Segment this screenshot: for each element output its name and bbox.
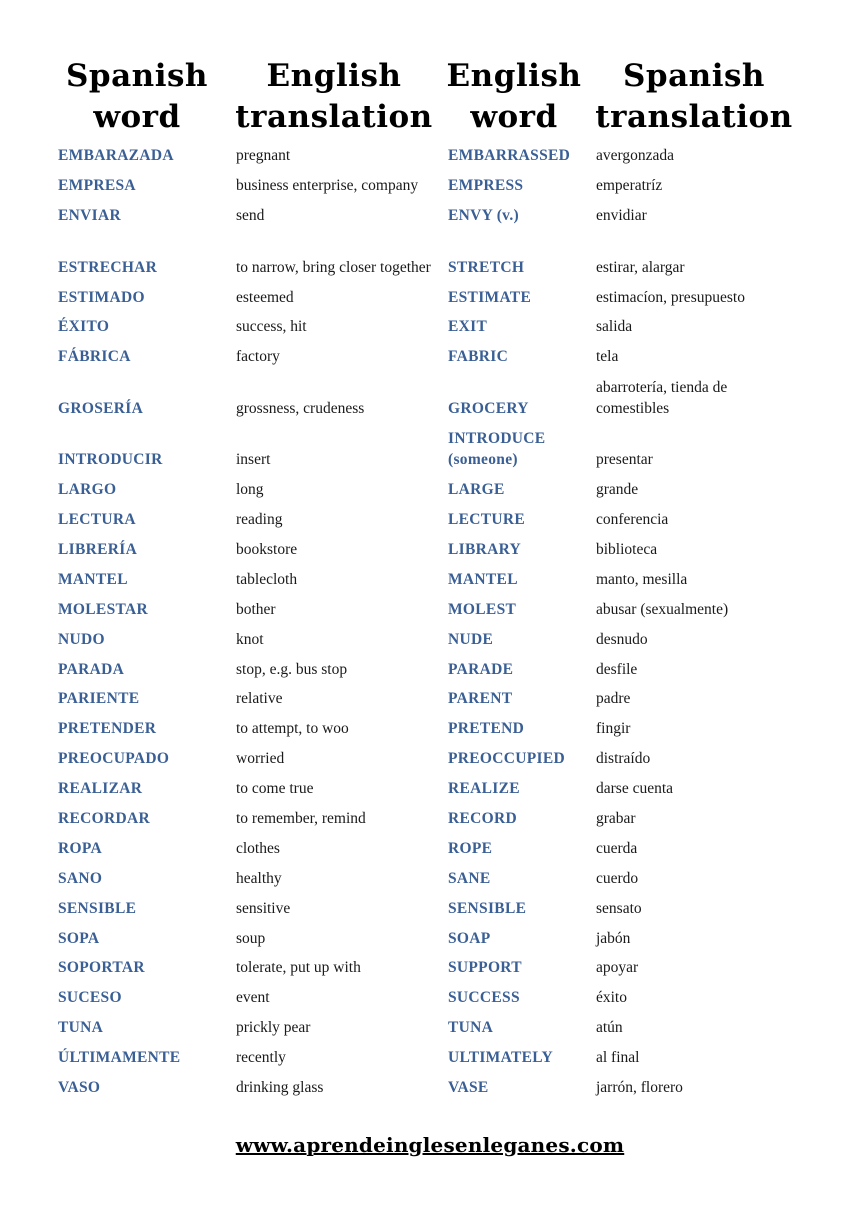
- spanish-word: SANO: [58, 869, 103, 887]
- english-translation: success, hit: [236, 318, 307, 336]
- spanish-translation: abusar (sexualmente): [596, 600, 729, 618]
- spanish-word: PRETENDER: [58, 720, 157, 738]
- english-word: SENSIBLE: [448, 899, 527, 917]
- spanish-word: ESTRECHAR: [58, 258, 158, 276]
- english-word: FABRIC: [448, 348, 509, 366]
- spanish-translation: envidiar: [596, 206, 647, 224]
- english-translation: bookstore: [236, 541, 298, 559]
- english-translation: knot: [236, 630, 264, 648]
- spanish-word: PREOCUPADO: [58, 750, 170, 768]
- table-row: [0, 315, 860, 345]
- table-row: [0, 627, 860, 657]
- table-row: [0, 597, 860, 627]
- english-translation: send: [236, 206, 265, 224]
- spanish-translation: distraído: [596, 750, 651, 768]
- english-word: NUDE: [448, 630, 494, 648]
- english-translation: bother: [236, 600, 276, 618]
- table-row: [0, 806, 860, 836]
- english-word: SUPPORT: [448, 959, 522, 977]
- english-word: PARADE: [448, 660, 514, 678]
- english-translation: pregnant: [236, 146, 291, 164]
- header-spanish-word: [58, 56, 216, 138]
- english-translation: to narrow, bring closer together: [236, 258, 431, 276]
- english-word: ROPE: [448, 839, 493, 857]
- spanish-word: REALIZAR: [58, 780, 143, 798]
- spanish-word: LIBRERÍA: [58, 541, 138, 559]
- english-translation: to attempt, to woo: [236, 720, 349, 738]
- header-english-word: [444, 56, 584, 138]
- english-word: MOLEST: [448, 600, 517, 618]
- table-header: [0, 56, 860, 138]
- spanish-translation: salida: [596, 318, 633, 336]
- table-row: [0, 233, 860, 285]
- english-word: RECORD: [448, 810, 517, 828]
- spanish-translation: grabar: [596, 810, 636, 828]
- english-word: ULTIMATELY: [448, 1049, 553, 1067]
- spanish-word: SOPORTAR: [58, 959, 145, 977]
- english-translation: esteemed: [236, 288, 294, 306]
- spanish-translation: avergonzada: [596, 146, 675, 164]
- spanish-word: PARIENTE: [58, 690, 140, 708]
- english-word: EXIT: [448, 318, 488, 336]
- english-translation: event: [236, 989, 270, 1007]
- english-translation: healthy: [236, 869, 282, 887]
- spanish-translation: darse cuenta: [596, 780, 674, 798]
- spanish-word: LECTURA: [58, 511, 136, 529]
- table-row: [0, 143, 860, 173]
- english-translation: factory: [236, 348, 280, 366]
- table-row: [0, 866, 860, 896]
- english-word: LARGE: [448, 481, 505, 499]
- table-row: [0, 776, 860, 806]
- english-word: ESTIMATE: [448, 288, 532, 306]
- spanish-translation: presentar: [596, 451, 653, 469]
- english-word: PARENT: [448, 690, 513, 708]
- english-word: MANTEL: [448, 570, 518, 588]
- spanish-translation: sensato: [596, 899, 642, 917]
- table-row: [0, 173, 860, 203]
- spanish-translation: tela: [596, 348, 619, 366]
- english-word: EMBARRASSED: [448, 146, 571, 164]
- table-row: [0, 426, 860, 477]
- spanish-word: SUCESO: [58, 989, 122, 1007]
- english-translation: tablecloth: [236, 570, 298, 588]
- spanish-word: PARADA: [58, 660, 125, 678]
- spanish-word: ROPA: [58, 839, 102, 857]
- english-translation: prickly pear: [236, 1019, 311, 1037]
- vocabulary-table: [0, 143, 860, 1105]
- english-translation: worried: [236, 750, 285, 768]
- spanish-word: SENSIBLE: [58, 899, 137, 917]
- header-english-translation: [230, 56, 438, 138]
- spanish-translation: manto, mesilla: [596, 570, 688, 588]
- spanish-word: ESTIMADO: [58, 288, 145, 306]
- spanish-word: MOLESTAR: [58, 600, 148, 618]
- spanish-word: TUNA: [58, 1019, 104, 1037]
- english-word: SOAP: [448, 929, 491, 947]
- spanish-translation: conferencia: [596, 511, 669, 529]
- english-word: PRETEND: [448, 720, 525, 738]
- header-spanish-translation: [592, 56, 796, 138]
- english-word: STRETCH: [448, 258, 525, 276]
- spanish-translation: emperatríz: [596, 176, 663, 194]
- english-word: ENVY (v.): [448, 206, 520, 224]
- english-translation: sensitive: [236, 899, 291, 917]
- header-line: English: [266, 58, 402, 94]
- spanish-translation: abarrotería, tienda de comestibles: [596, 379, 728, 418]
- header-line: word: [93, 99, 181, 135]
- spanish-word: NUDO: [58, 630, 105, 648]
- header-line: English: [446, 58, 582, 94]
- spanish-word: SOPA: [58, 929, 100, 947]
- spanish-translation: al final: [596, 1049, 640, 1067]
- spanish-word: MANTEL: [58, 570, 128, 588]
- table-row: [0, 657, 860, 687]
- english-translation: drinking glass: [236, 1079, 324, 1097]
- spanish-translation: grande: [596, 481, 639, 499]
- spanish-translation: apoyar: [596, 959, 639, 977]
- english-translation: to remember, remind: [236, 810, 366, 828]
- table-row: [0, 285, 860, 315]
- spanish-word: ÉXITO: [58, 318, 110, 336]
- spanish-word: RECORDAR: [58, 810, 150, 828]
- english-translation: tolerate, put up with: [236, 959, 361, 977]
- spanish-translation: estirar, alargar: [596, 258, 685, 276]
- english-translation: business enterprise, company: [236, 176, 419, 194]
- table-row: [0, 985, 860, 1015]
- spanish-translation: éxito: [596, 989, 627, 1007]
- english-translation: soup: [236, 929, 266, 947]
- header-line: Spanish: [623, 58, 765, 94]
- header-line: Spanish: [66, 58, 208, 94]
- spanish-translation: cuerda: [596, 839, 638, 857]
- english-translation: clothes: [236, 839, 280, 857]
- table-row: [0, 926, 860, 956]
- english-translation: relative: [236, 690, 283, 708]
- table-row: [0, 956, 860, 986]
- spanish-translation: estimacíon, presupuesto: [596, 288, 745, 306]
- english-word: TUNA: [448, 1019, 494, 1037]
- english-word: VASE: [448, 1079, 489, 1097]
- english-word: REALIZE: [448, 780, 520, 798]
- table-row: [0, 203, 860, 233]
- spanish-word: EMPRESA: [58, 176, 136, 194]
- english-translation: stop, e.g. bus stop: [236, 660, 348, 678]
- spanish-translation: padre: [596, 690, 631, 708]
- spanish-word: ENVIAR: [58, 206, 121, 224]
- table-row: [0, 1045, 860, 1075]
- header-line: translation: [595, 99, 793, 135]
- english-word: SUCCESS: [448, 989, 520, 1007]
- spanish-word: ÚLTIMAMENTE: [58, 1049, 181, 1067]
- table-row: [0, 1015, 860, 1045]
- header-line: word: [470, 99, 558, 135]
- english-translation: reading: [236, 511, 283, 529]
- header-line: translation: [235, 99, 433, 135]
- english-word: PREOCCUPIED: [448, 750, 565, 768]
- english-translation: insert: [236, 451, 271, 469]
- table-row: [0, 537, 860, 567]
- spanish-word: GROSERÍA: [58, 400, 144, 418]
- spanish-word: VASO: [58, 1079, 101, 1097]
- spanish-translation: jarrón, florero: [596, 1079, 683, 1097]
- table-row: [0, 716, 860, 746]
- spanish-translation: biblioteca: [596, 541, 658, 559]
- english-word: LIBRARY: [448, 541, 522, 559]
- spanish-translation: cuerdo: [596, 869, 639, 887]
- spanish-translation: atún: [596, 1019, 623, 1037]
- table-row: [0, 896, 860, 926]
- spanish-word: LARGO: [58, 481, 117, 499]
- spanish-word: EMBARAZADA: [58, 146, 174, 164]
- spanish-translation: desnudo: [596, 630, 648, 648]
- table-row: [0, 344, 860, 374]
- spanish-translation: fingir: [596, 720, 631, 738]
- spanish-translation: desfile: [596, 660, 638, 678]
- table-row: [0, 477, 860, 507]
- english-translation: long: [236, 481, 264, 499]
- table-row: [0, 687, 860, 717]
- english-word: EMPRESS: [448, 176, 524, 194]
- table-row: [0, 836, 860, 866]
- english-translation: to come true: [236, 780, 314, 798]
- english-word: INTRODUCE (someone): [448, 430, 546, 469]
- spanish-word: FÁBRICA: [58, 348, 131, 366]
- english-word: LECTURE: [448, 511, 526, 529]
- english-translation: recently: [236, 1049, 286, 1067]
- table-row: [0, 567, 860, 597]
- english-translation: grossness, crudeness: [236, 400, 365, 418]
- table-row: [0, 374, 860, 426]
- table-row: [0, 746, 860, 776]
- spanish-translation: jabón: [596, 929, 631, 947]
- website-link[interactable]: www.aprendeinglesenleganes.com: [235, 1133, 625, 1157]
- english-word: GROCERY: [448, 400, 529, 418]
- table-row: [0, 1075, 860, 1105]
- table-row: [0, 507, 860, 537]
- spanish-word: INTRODUCIR: [58, 451, 163, 469]
- english-word: SANE: [448, 869, 491, 887]
